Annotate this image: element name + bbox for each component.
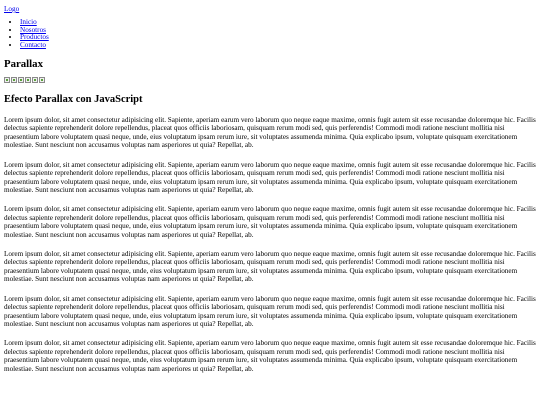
section-title: Efecto Parallax con JavaScript [4,93,143,105]
nav-item-productos [20,34,536,42]
broken-image-icon [25,77,31,83]
content-paragraph: Lorem ipsum dolor, sit amet consectetur adipisicing elit. Sapiente, aperiam earum vero laborum quo neque eaque maxime, omnis fugit autem sit esse recusandae doloremque hic. Facilis delectus sapiente reprehenderit dolore repellendus, placeat quos officiis laboriosam, quisquam rerum modi sed, quis perferendis! Commodi modi ratione nesciunt mollitia nisi praesentium labore voluptatem quasi neque, unde, eius voluptatum ipsam rerum iure, sit voluptates assumenda minima. Quia explicabo ipsum, voluptate quisquam exercitationem molestiae. Sunt nesciunt non accusamus voluptas nam asperiores ut quia? Repellat, ab. [4,116,536,150]
nav-link-productos[interactable]: Productos [20,33,49,42]
nav-item-inicio [20,19,536,27]
logo-link[interactable]: Logo [4,5,20,13]
content-paragraph: Lorem ipsum dolor, sit amet consectetur adipisicing elit. Sapiente, aperiam earum vero laborum quo neque eaque maxime, omnis fugit autem sit esse recusandae doloremque hic. Facilis delectus sapiente reprehenderit dolore repellendus, placeat quos officiis laboriosam, quisquam rerum modi sed, quis perferendis! Commodi modi ratione nesciunt mollitia nisi praesentium labore voluptatem quasi neque, unde, eius voluptatum ipsam rerum iure, sit voluptates assumenda minima. Quia explicabo ipsum, voluptate quisquam exercitationem molestiae. Sunt nesciunt non accusamus voluptas nam asperiores ut quia? Repellat, ab. [4,294,536,329]
nav-list [4,19,536,49]
broken-image-icon [4,77,10,83]
nav-link-nosotros[interactable]: Nosotros [20,25,46,34]
content-paragraph: Lorem ipsum dolor, sit amet consectetur adipisicing elit. Sapiente, aperiam earum vero laborum quo neque eaque maxime, omnis fugit autem sit esse recusandae doloremque hic. Facilis delectus sapiente reprehenderit dolore repellendus, placeat quos officiis laboriosam, quisquam rerum modi sed, quis perferendis! Commodi modi ratione nesciunt mollitia nisi praesentium labore voluptatem quasi neque, unde, eius voluptatum ipsam rerum iure, sit voluptates assumenda minima. Quia explicabo ipsum, voluptate quisquam exercitationem molestiae. Sunt nesciunt non accusamus voluptas nam asperiores ut quia? Repellat, ab. [4,160,536,194]
broken-image-icon [11,77,17,83]
nav-link-contacto[interactable]: Contacto [20,40,46,49]
main-nav [4,19,536,49]
content-paragraph: Lorem ipsum dolor, sit amet consectetur adipisicing elit. Sapiente, aperiam earum vero laborum quo neque eaque maxime, omnis fugit autem sit esse recusandae doloremque hic. Facilis delectus sapiente reprehenderit dolore repellendus, placeat quos officiis laboriosam, quisquam rerum modi sed, quis perferendis! Commodi modi ratione nesciunt mollitia nisi praesentium labore voluptatem quasi neque, unde, eius voluptatum ipsam rerum iure, sit voluptates assumenda minima. Quia explicabo ipsum, voluptate quisquam exercitationem molestiae. Sunt nesciunt non accusamus voluptas nam asperiores ut quia? Repellat, ab. [4,205,536,239]
content-paragraph: Lorem ipsum dolor, sit amet consectetur adipisicing elit. Sapiente, aperiam earum vero laborum quo neque eaque maxime, omnis fugit autem sit esse recusandae doloremque hic. Facilis delectus sapiente reprehenderit dolore repellendus, placeat quos officiis laboriosam, quisquam rerum modi sed, quis perferendis! Commodi modi ratione nesciunt mollitia nisi praesentium labore voluptatem quasi neque, unde, eius voluptatum ipsam rerum iure, sit voluptates assumenda minima. Quia explicabo ipsum, voluptate quisquam exercitationem molestiae. Sunt nesciunt non accusamus voluptas nam asperiores ut quia? Repellat, ab. [4,250,536,284]
nav-item-contacto [20,42,536,50]
broken-image-icon [32,77,38,83]
nav-link-inicio[interactable]: Inicio [20,18,37,27]
broken-image-icon [39,77,45,83]
page-title: Parallax [4,57,43,70]
broken-image-icon [18,77,24,83]
parallax-images [4,77,536,84]
nav-item-nosotros [20,27,536,35]
content-paragraph: Lorem ipsum dolor, sit amet consectetur adipisicing elit. Sapiente, aperiam earum vero laborum quo neque eaque maxime, omnis fugit autem sit esse recusandae doloremque hic. Facilis delectus sapiente reprehenderit dolore repellendus, placeat quos officiis laboriosam, quisquam rerum modi sed, quis perferendis! Commodi modi ratione nesciunt mollitia nisi praesentium labore voluptatem quasi neque, unde, eius voluptatum ipsam rerum iure, sit voluptates assumenda minima. Quia explicabo ipsum, voluptate quisquam exercitationem molestiae. Sunt nesciunt non accusamus voluptas nam asperiores ut quia? Repellat, ab. [4,339,536,373]
